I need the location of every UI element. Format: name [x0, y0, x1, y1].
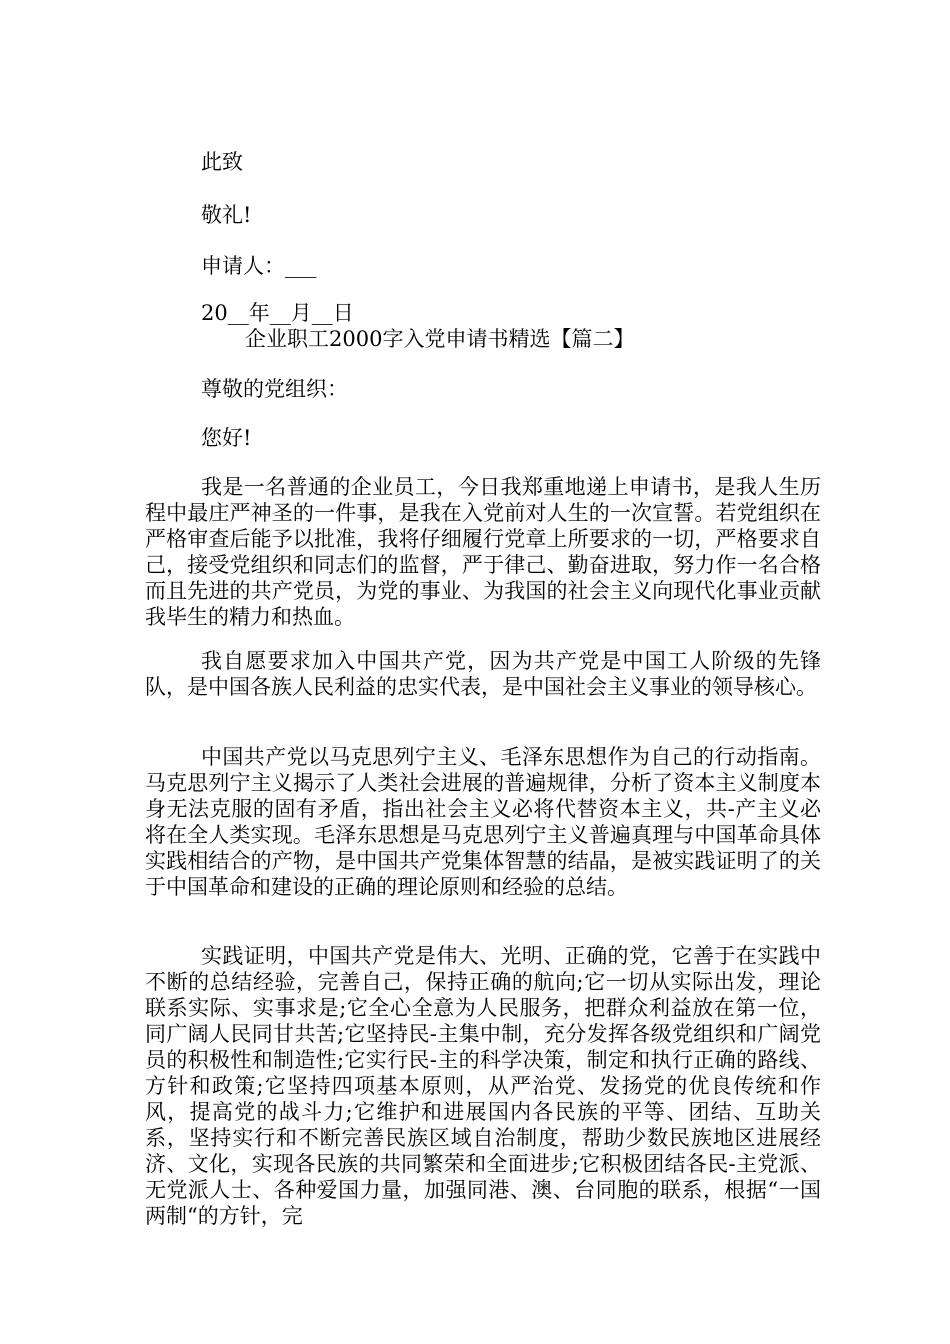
applicant-line: 申请人：___ [201, 254, 317, 278]
section-title: 企业职工2000字入党申请书精选【篇二】 [245, 327, 635, 351]
date-line: 20__年__月__日 [201, 301, 354, 325]
closing-salutation: 此致 [201, 150, 243, 174]
closing-regards: 敬礼! [201, 203, 252, 227]
paragraph: 中国共产党以马克思列宁主义、毛泽东思想作为自己的行动指南。马克思列宁主义揭示了人类社会进展的普遍规律，分析了资本主义制度本身无法克服的固有矛盾，指出社会主义必将代替资本主义，共-产主义必将在全人类实现。毛泽东思想是马克思列宁主义普遍真理与中国革命具体实践相结合的产物，是中国共产党集体智慧的结晶，是被实践证明了的关于中国革命和建设的正确的理论原则和经验的总结。 [145, 745, 821, 899]
letter-greeting: 尊敬的党组织： [201, 377, 348, 401]
paragraph: 我自愿要求加入中国共产党，因为共产党是中国工人阶级的先锋队，是中国各族人民利益的忠实代表，是中国社会主义事业的领导核心。 [145, 649, 821, 699]
paragraph: 实践证明，中国共产党是伟大、光明、正确的党，它善于在实践中不断的总结经验，完善自己，保持正确的航向;它一切从实际出发，理论联系实际、实事求是;它全心全意为人民服务，把群众利益放在第一位，同广阔人民同甘共苦;它坚持民-主集中制，充分发挥各级党组织和广阔党员的积极性和制造性;它实行民-主的科学决策，制定和执行正确的路线、方针和政策;它坚持四项基本原则，从严治党、发扬党的优良传统和作风，提高党的战斗力;它维护和进展国内各民族的平等、团结、互助关系，坚持实行和不断完善民族区域自治制度，帮助少数民族地区进展经济、文化，实现各民族的共同繁荣和全面进步;它积极团结各民-主党派、无党派人士、各种爱国力量，加强同港、澳、台同胞的联系，根据“一国两制“的方针，完 [145, 944, 821, 1228]
paragraph: 我是一名普通的企业员工，今日我郑重地递上申请书，是我人生历程中最庄严神圣的一件事，是我在入党前对人生的一次宣誓。若党组织在严格审查后能予以批准，我将仔细履行党章上所要求的一切，严格要求自己，接受党组织和同志们的监督，严于律己、勤奋进取，努力作一名合格而且先进的共产党员，为党的事业、为我国的社会主义向现代化事业贡献我毕生的精力和热血。 [145, 475, 821, 629]
letter-hello: 您好! [201, 426, 252, 450]
